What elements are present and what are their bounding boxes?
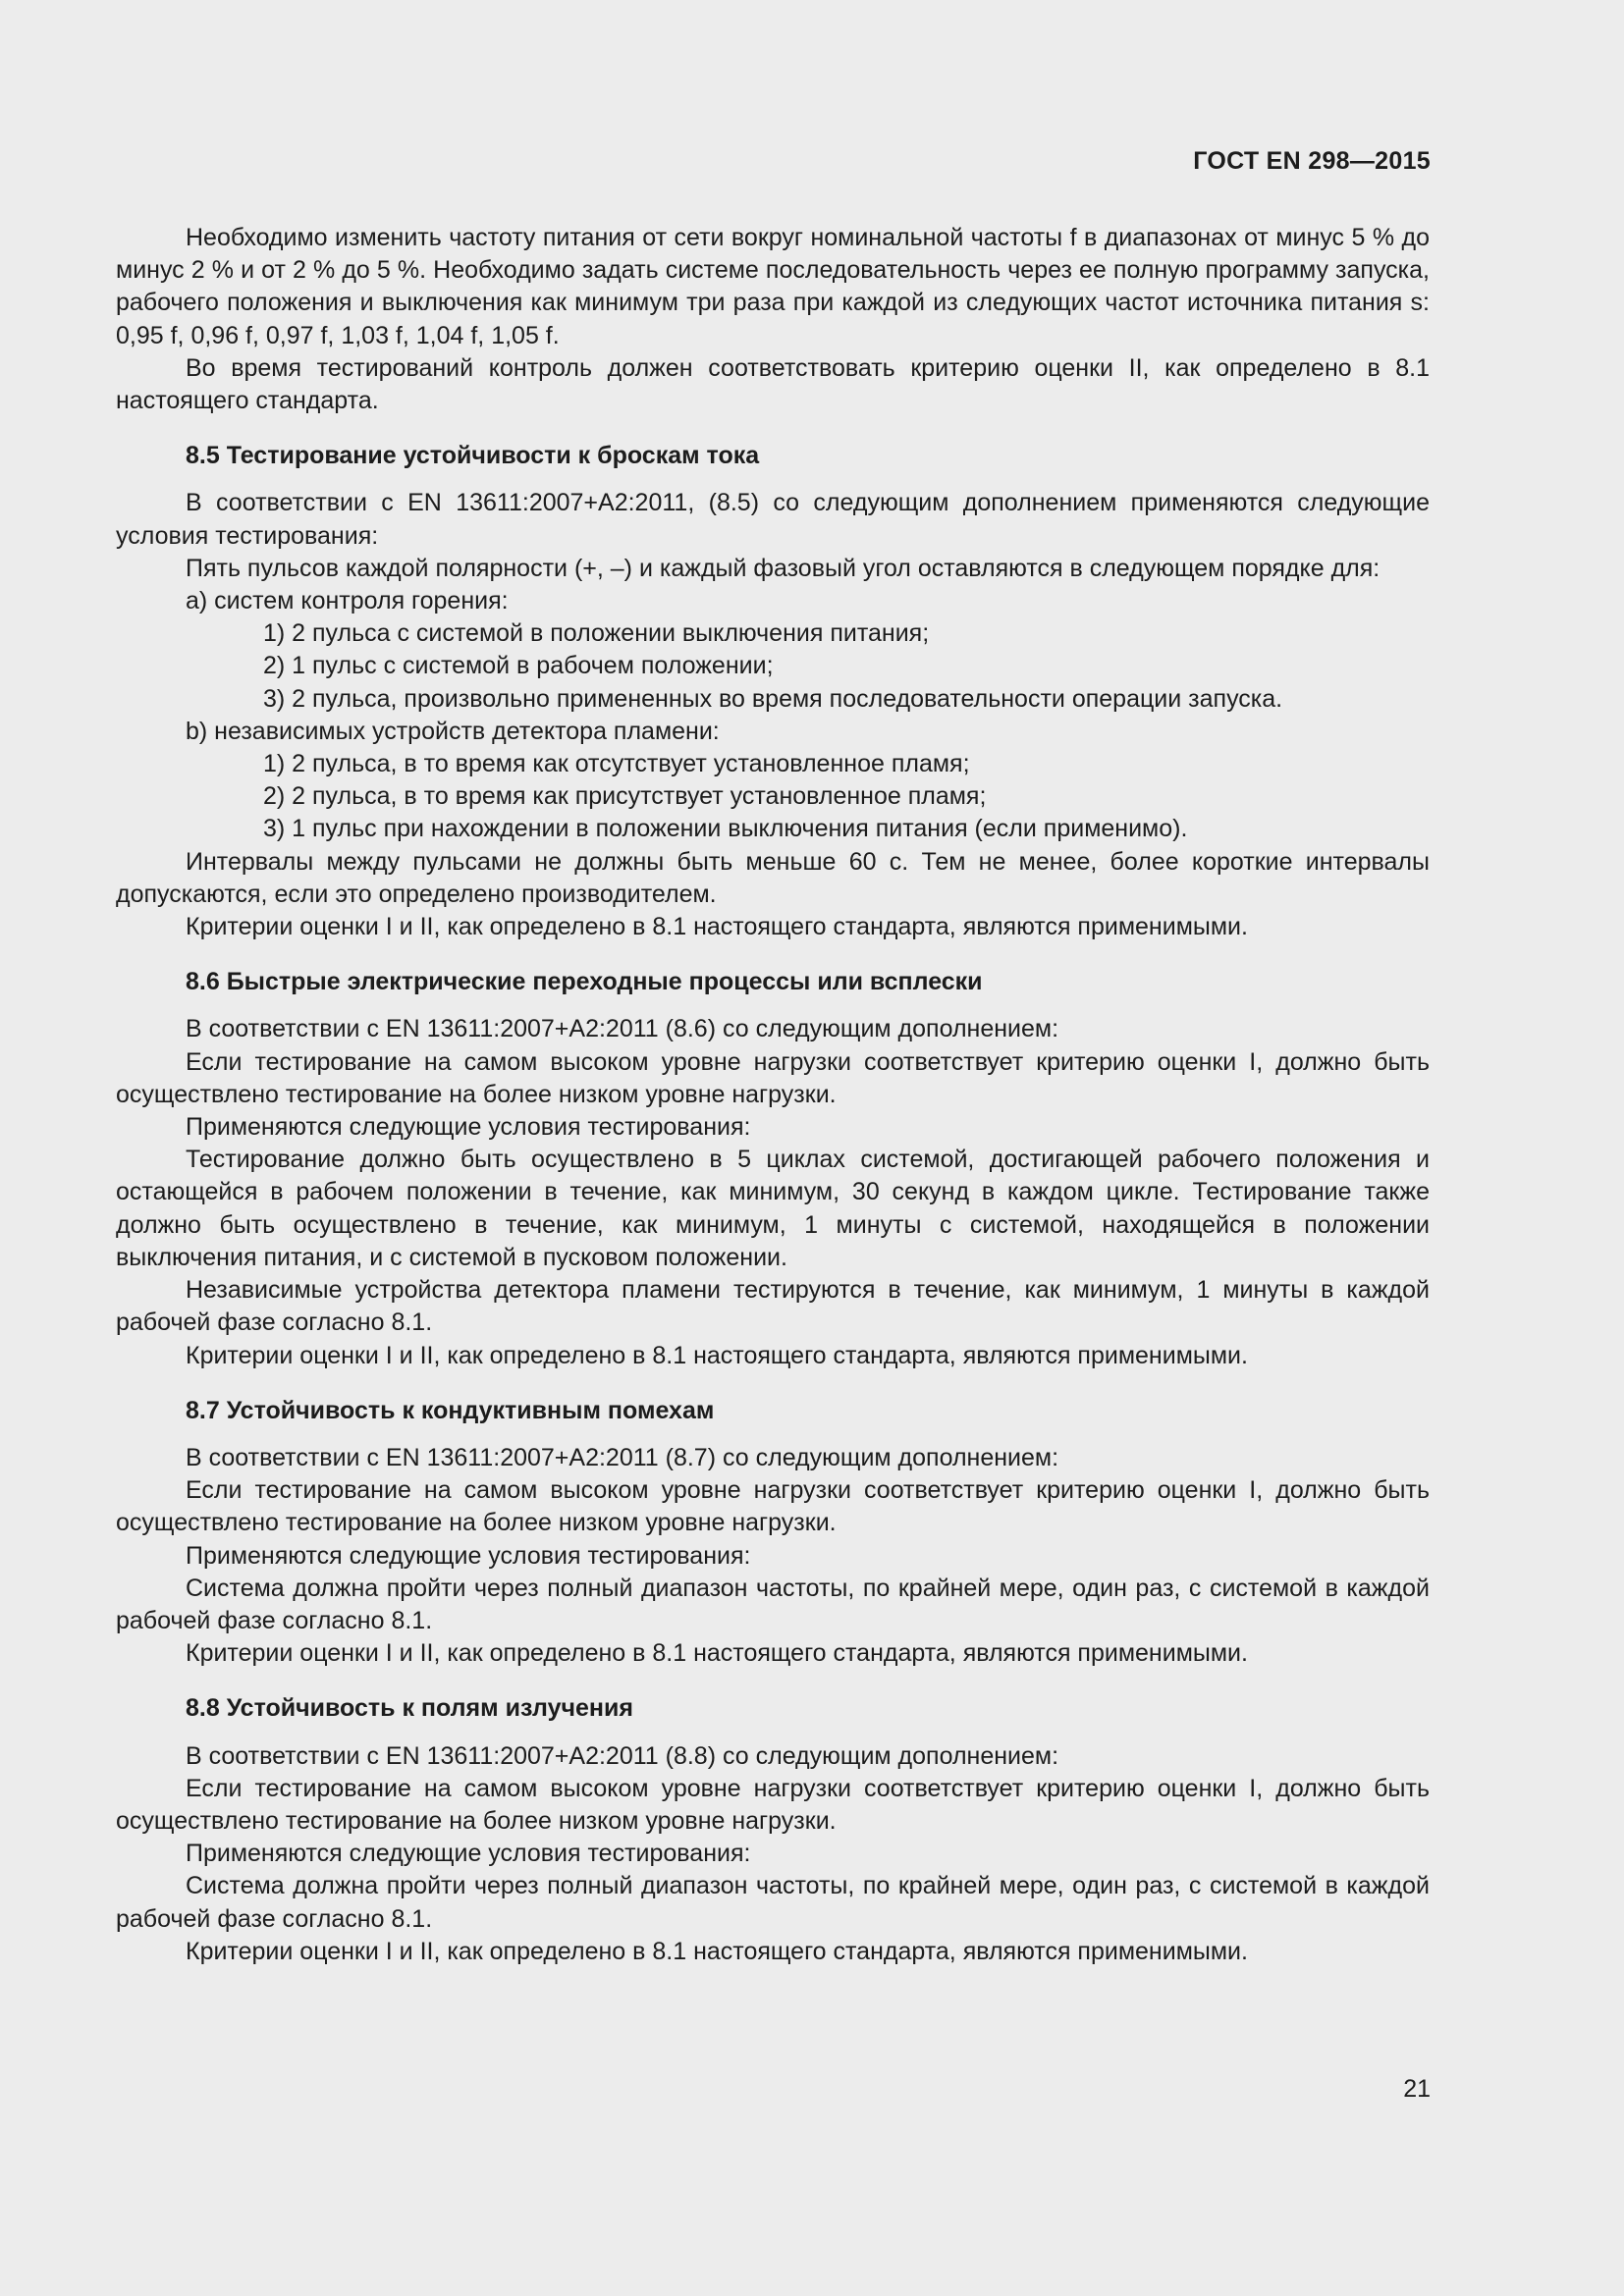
page-number: 21 <box>1403 2075 1431 2103</box>
paragraph: В соответствии с EN 13611:2007+А2:2011 (8.8) со следующим дополнением: <box>186 1741 1059 1770</box>
paragraph: Если тестирование на самом высоком уровне нагрузки соответствует критерию оценки I, должно быть осуществлено тестирование на более низком уровне нагрузки. <box>116 1774 1430 1835</box>
paragraph: Система должна пройти через полный диапазон частоты, по крайней мере, один раз, с системой в каждой рабочей фазе согласно 8.1. <box>116 1872 1430 1933</box>
paragraph: Система должна пройти через полный диапазон частоты, по крайней мере, один раз, с системой в каждой рабочей фазе согласно 8.1. <box>116 1574 1430 1634</box>
paragraph: Тестирование должно быть осуществлено в 5 циклах системой, достигающей рабочего положения и остающейся в рабочем положении в течение, как минимум, 30 секунд в каждом цикле. Тестирование также должно быть осуществлено в течение, как минимум, 1 минуты с системой, находящейся в положении выключения питания, и с системой в пусковом положении. <box>116 1146 1430 1271</box>
paragraph: Критерии оценки I и II, как определено в 8.1 настоящего стандарта, являются применимыми. <box>186 1341 1248 1369</box>
list-item: 2) 1 пульс с системой в рабочем положении; <box>263 652 774 680</box>
paragraph: Применяются следующие условия тестирования: <box>186 1840 751 1868</box>
list-item: a) систем контроля горения: <box>186 587 509 615</box>
paragraph: В соответствии с EN 13611:2007+А2:2011 (8.7) со следующим дополнением: <box>186 1443 1059 1471</box>
paragraph: Применяются следующие условия тестирования: <box>186 1541 751 1570</box>
paragraph: Критерии оценки I и II, как определено в 8.1 настоящего стандарта, являются применимыми. <box>186 913 1248 941</box>
paragraph: Независимые устройства детектора пламени тестируются в течение, как минимум, 1 минуты в каждой рабочей фазе согласно 8.1. <box>116 1276 1430 1337</box>
paragraph: Необходимо изменить частоту питания от сети вокруг номинальной частоты f в диапазонах от минус 5 % до минус 2 % и от 2 % до 5 %. Необходимо задать системе последовательность через ее полную программу запуска, рабочего положения и выключения как минимум три раза при каждой из следующих частот источника питания s: 0,95 f, 0,96 f, 0,97 f, 1,03 f, 1,04 f, 1,05 f. <box>116 224 1430 349</box>
section-heading-8-8: 8.8 Устойчивость к полям излучения <box>186 1694 633 1723</box>
section-heading-8-5: 8.5 Тестирование устойчивости к броскам тока <box>186 442 760 470</box>
paragraph: В соответствии с EN 13611:2007+А2:2011, (8.5) со следующим дополнением применяются следующие условия тестирования: <box>116 489 1430 550</box>
paragraph: Интервалы между пульсами не должны быть меньше 60 с. Тем не менее, более короткие интервалы допускаются, если это определено производителем. <box>116 847 1430 908</box>
paragraph: Критерии оценки I и II, как определено в 8.1 настоящего стандарта, являются применимыми. <box>186 1937 1248 1965</box>
document-body <box>116 222 1430 1968</box>
section-heading-8-6: 8.6 Быстрые электрические переходные процессы или всплески <box>186 968 983 996</box>
list-item: b) независимых устройств детектора пламени: <box>186 717 720 745</box>
standard-header: ГОСТ EN 298—2015 <box>1193 147 1431 175</box>
list-item: 2) 2 пульса, в то время как присутствует установленное пламя; <box>263 782 987 811</box>
list-item: 1) 2 пульса с системой в положении выключения питания; <box>263 619 930 648</box>
list-item: 3) 2 пульса, произвольно примененных во время последовательности операции запуска. <box>263 684 1283 713</box>
paragraph: Критерии оценки I и II, как определено в 8.1 настоящего стандарта, являются применимыми. <box>186 1639 1248 1668</box>
paragraph: Применяются следующие условия тестирования: <box>186 1113 751 1142</box>
paragraph: Если тестирование на самом высоком уровне нагрузки соответствует критерию оценки I, должно быть осуществлено тестирование на более низком уровне нагрузки. <box>116 1047 1430 1108</box>
paragraph: Пять пульсов каждой полярности (+, –) и каждый фазовый угол оставляются в следующем порядке для: <box>186 554 1380 582</box>
section-heading-8-7: 8.7 Устойчивость к кондуктивным помехам <box>186 1396 715 1424</box>
paragraph: Во время тестирований контроль должен соответствовать критерию оценки II, как определено в 8.1 настоящего стандарта. <box>116 353 1430 415</box>
paragraph: В соответствии с EN 13611:2007+А2:2011 (8.6) со следующим дополнением: <box>186 1015 1059 1043</box>
list-item: 3) 1 пульс при нахождении в положении выключения питания (если применимо). <box>263 815 1188 843</box>
paragraph: Если тестирование на самом высоком уровне нагрузки соответствует критерию оценки I, должно быть осуществлено тестирование на более низком уровне нагрузки. <box>116 1476 1430 1537</box>
list-item: 1) 2 пульса, в то время как отсутствует установленное пламя; <box>263 750 970 778</box>
